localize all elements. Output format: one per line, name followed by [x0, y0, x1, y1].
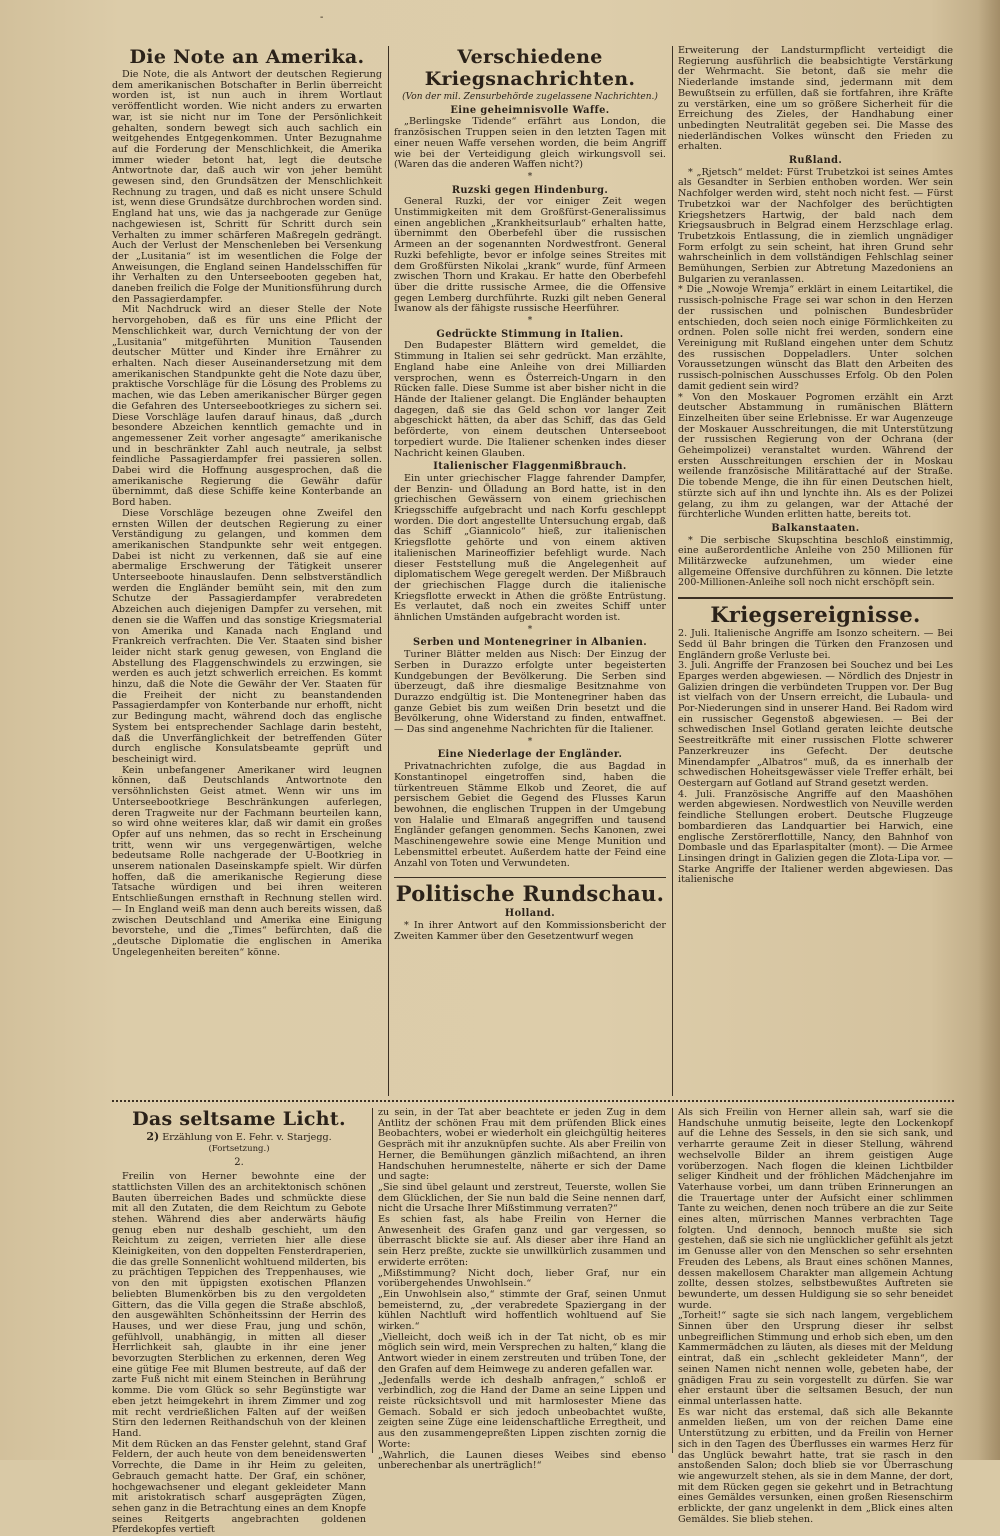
section-text: * Die serbische Skupschtina beschloß einstimmig, eine außerordentliche Anleihe von 250 Millionen für Militärzwecke aufzunehmen, um wieder eine allgemeine Offensive durchführen zu können. Die letzte 200-Millionen-Anleihe soll noch nicht erschöpft sein. — [678, 534, 953, 589]
section-heading: Italienischer Flaggenmißbrauch. — [433, 461, 627, 473]
section-text: Privatnachrichten zufolge, die aus Bagdad in Konstantinopel eingetroffen sind, haben die türkentreuen Stämme Elkob und Zeoret, die auf persischem Gebiet die Gegend des Flusses Karun bewohnen, die englischen Truppen in der Umgebung von Halalie und Elmaraß angegriffen und tausend Engländer gefangen genommen. Sechs Kanonen, zwei Maschinengewehre sowie eine Menge Munition und Lebensmittel erbeutet. Außerdem hatte der Feind eine Anzahl von Toten und Verwundeten. — [394, 761, 666, 869]
feuilleton-title: Das seltsame Licht. — [132, 1108, 346, 1130]
feuilleton-byline — [112, 1132, 366, 1144]
top-mark: - — [320, 12, 324, 23]
separator-star: * — [527, 316, 533, 327]
kriegsereignisse-title: Kriegsereignisse. — [678, 597, 953, 627]
feuilleton-text: zu sein, in der Tat aber beachtete er jeden Zug in dem Antlitz der schönen Frau mit dem prüfenden Blick eines Beobachters, wobei er wiederholt ein gleichgültig heiteres Gespräch mit ihr anzuknüpfen suchte. Als aber Freilin von Herner, die Bemühungen gänzlich mißachtend, an ihren Handschuhen herumnestelte, näherte er sich der Dame und sagte: „Sie sind übel gelaunt und zerstreut, Teuerste, wollen Sie dem Glücklichen, der Sie nun bald die Seine nennen darf, nicht die Ursache Ihrer Mißstimmung verraten?“ Es schien fast, als habe Freilin von Herner die Anwesenheit des Grafen ganz und gar vergessen, so überrascht blickte sie auf. Als dieser aber ihre Hand an sein Herz preßte, zuckte sie unwillkürlich zusammen und erwiderte erröten: „Mißstimmung? Nicht doch, lieber Graf, nur ein vorübergehendes Unwohlsein.“ „Ein Unwohlsein also,“ stimmte der Graf, seinen Unmut bemeisternd, zu, „der verabredete Spaziergang in der kühlen Nachtluft wird hoffentlich wohltuend auf Sie wirken.“ „Vielleicht, doch weiß ich in der Tat nicht, ob es mir möglich sein wird, mein Versprechen zu halten,“ klang die Antwort wieder in einem zerstreuten und trüben Tone, der den Grafen auf dem Heimwege zu anderen gefallen war. „Jedenfalls werde ich deshalb anfragen,“ schloß er verbindlich, zog die Hand der Dame an seine Lippen und reiste rücksichtsvoll und mit harmlosester Miene das Gemach. Sobald er sich jedoch unbeobachtet wußte, zeigten seine Züge eine leidenschaftliche Erregtheit, und aus den zusammengepreßten Lippen zischten zornig die Worte: „Wahrlich, die Launen dieses Weibes sind ebenso unberechenbar als unerträglich!“ — [378, 1107, 666, 1472]
feuilleton-column-3 — [678, 1107, 953, 1525]
article-kriegsnachrichten — [394, 46, 666, 1096]
feuilleton-column-2 — [378, 1107, 666, 1472]
article-note-an-amerika — [112, 46, 382, 1096]
continued-note: (Fortsetzung.) — [208, 1143, 270, 1154]
rundschau-title: Politische Rundschau. — [394, 877, 666, 906]
section-heading: Serben und Montenegriner in Albanien. — [412, 637, 648, 649]
column-rule — [372, 1108, 373, 1453]
section-heading: Eine Niederlage der Engländer. — [437, 749, 623, 761]
column-rule — [672, 46, 673, 1096]
feuilleton-separator — [112, 1100, 954, 1102]
section-text: Den Budapester Blättern wird gemeldet, die Stimmung in Italien sei sehr gedrückt. Man erzählte, England habe eine Anleihe von drei Milliarden versprochen, wenn es Österreich-Ungarn in den Rücken falle. Diese Summe ist aber bisher nicht in die Hände der Italiener gelangt. Die Engländer behaupten dagegen, daß sie das Geld schon vor langer Zeit abgeschickt hätten, da aber das Schiff, das das Geld beförderte, von einem deutschen Unterseeboot torpediert wurde. Die Italiener schenken indes dieser Nachricht keinen Glauben. — [394, 340, 666, 459]
rundschau-text: * In ihrer Antwort auf den Kommissionsbericht der Zweiten Kammer über den Gesetzentwurf wegen — [394, 919, 666, 942]
page-fold-shadow — [978, 0, 1000, 1460]
section-heading: Balkanstaaten. — [771, 522, 860, 534]
section-text: General Ruzki, der vor einiger Zeit wegen Unstimmigkeiten mit dem Großfürst-Generalissimus einen angeblichen „Krankheitsurlaub“ erhalten hatte, übernimmt den Oberbefehl über die russischen Armeen an der sogenannten Nordwestfront. General Ruzki befehligte, bevor er infolge seines Streites mit dem Großfürsten Nikolai „krank“ wurde, fünf Armeen zwischen Thorn und Krakau. Er hatte den Oberbefehl über die dritte russische Armee, die die Offensive gegen Lemberg durchführte. Ruzki gilt neben General Iwanow als der fähigste russische Heerführer. — [394, 196, 666, 315]
article-paragraph: Die Note, die als Antwort der deutschen Regierung dem amerikanischen Botschafter in Berlin überreicht worden ist, ist nun auch in ihrem Wortlaut veröffentlicht worden. Wie nicht anders zu erwarten war, ist sie nicht nur im Tone der Persönlichkeit gehalten, sondern bewegt sich auch sachlich ein weitgehendes Entgegenkommen. Unter Bezugnahme auf die Forderung der Menschlichkeit, die Amerika immer wieder betont hat, legt die deutsche Antwortnote dar, daß auch wir von jeher bemüht gewesen sind, den Grundsätzen der Menschlichkeit Rechnung zu tragen, und daß es nicht unsere Schuld ist, wenn diese Grundsätze durchbrochen worden sind. England hat uns, wie das ja nachgerade zur Genüge nachgewiesen ist, Schritt für Schritt durch sein Verhalten zu immer schärferen Maßregeln gedrängt. Auch der Verlust der Menschenleben bei Versenkung der „Lusitania“ ist im wesentlichen die Folge der Anweisungen, die England seinen Handelsschiffen für ihr Verhalten zu den Unterseebooten gegeben hat, daneben freilich die Folge der Munitionsführung durch den Passagierdampfer. — [112, 69, 382, 305]
separator-star: * — [527, 624, 533, 635]
kriegs-item: 4. Juli. Französische Angriffe auf den Maashöhen werden abgewiesen. Nordwestlich von Neuville werden feindliche Stellungen erobert. Deutsche Flugzeuge bombardieren das Landquartier bei Harwich, eine englische Zerstörerflottille, Nancy, den Bahnhof von Dombasle und das Eparlaspitalter (mont). — Die Armee Linsingen dringt in Galizien gegen die Zlota-Lipa vor. — Starke Angriffe der Italiener werden abgewiesen. Das italienische — [678, 788, 953, 886]
article-paragraph: Erweiterung der Landsturmpflicht verteidigt die Regierung ausführlich die beabsichtigte Verstärkung der Wehrmacht. Sie betont, daß sie mehr die Niederlande imstande sind, jedermann mit dem Bewußtsein zu erfüllen, daß sie fortfahren, ihre Kräfte zu verstärken, eine um so größere Sicherheit für die Erreichung des Zieles, der Handhabung einer unbedingten Neutralität gegeben sei. Die Masse des niederländischen Volkes wünscht den Frieden zu erhalten. — [678, 45, 953, 153]
column-rule — [672, 1108, 673, 1453]
feuilleton-text: Als sich Freilin von Herner allein sah, warf sie die Handschuhe unmutig beiseite, legte den Lockenkopf auf die Lehne des Sessels, in den sie sich sank, und verharrte geraume Zeit in dieser Stellung, während wechselvolle Bilder an ihrem geistigen Auge vorüberzogen. Nach flogen die kleinen Lichtbilder seliger Kindheit und der fröhlichen Mädchenjahre im Vaterhause vorbei, um dann trüben Erinnerungen an die Trauertage unter der Aufsicht einer schlimmen Tante zu weichen, denen noch trübere an die zur Seite eines alten, mürrischen Mannes verbrachten Tage folgten. Und dennoch, bennoch mußte sie sich gestehen, daß sie sich nie unglücklicher gefühlt als jetzt im Genusse aller von den Menschen so sehr ersehnten Freuden des Lebens, als Braut eines schönen Mannes, dessen makellosem Charakter man allgemein Achtung zollte, dessen stolzes, selbstbewußtes Auftreten sie bewunderte, um dessen Huldigung sie so sehr beneidet wurde. „Torheit!“ sagte sie sich nach langem, vergeblichem Sinnen über den Ursprung dieser ihr selbst unbegreiflichen Stimmung und erhob sich eben, um den Kammermädchen zu läuten, als dieses mit der Meldung eintrat, daß ein „schlecht gekleideter Mann“, der seinen Namen nicht nennen wolle, gebeten habe, der gnädigen Frau zu sein vorgestellt zu dürfen. Sie war eher erstaunt über die seltsamen Besuch, der nun einmal unterlassen hatte. Es war nicht das erstemal, daß sich alle Bekannte anmelden ließen, um von der reichen Dame eine Unterstützung zu erbitten, und da Freilin von Herner sich in den Tagen des Überflusses ein warmes Herz für das Unglück bewahrt hatte, trat sie rasch in den anstoßenden Salon; doch blieb sie vor Überraschung wie angewurzelt stehen, als sie in dem Manne, der dort, mit dem Rücken gegen sie gekehrt und in Betrachtung eines Gemäldes versunken, einen großen Riesenschirm erblickte, der ganz ungelenkt in dem „Blick eines alten Gemäldes. Sie blieb stehen. — [678, 1107, 953, 1525]
article-rundschau-continued — [678, 46, 953, 1096]
article-paragraph: Diese Vorschläge bezeugen ohne Zweifel den ernsten Willen der deutschen Regierung zu einer Verständigung zu gelangen, und kommen dem amerikanischen Standpunkte sehr weit entgegen. Dabei ist nicht zu verkennen, daß sie auf eine abermalige Erschwerung der Tätigkeit unserer Unterseeboote hinauslaufen. Denn selbstverständlich werden die Engländer bemüht sein, mit den zum Schutze der Passagierdampfer verabredeten Abzeichen auch diejenigen Dampfer zu versehen, mit denen sie die Waffen und das sonstige Kriegsmaterial von Amerika und Kanada nach England und Frankreich verfrachten. Die Ver. Staaten sind bisher leider nicht stark genug gewesen, von England die Abstellung des Flaggenschwindels zu erzwingen, sie werden es auch jetzt schwerlich erreichen. Es kommt hinzu, daß die Note die Gewähr der Ver. Staaten für die Freiheit der nicht zu beanstandenden Passagierdampfer von Konterbande nur erhofft, nicht zur Bedingung macht, während doch das englische System bei entsprechender Sachlage darin besteht, daß die Unverfänglichkeit der betreffenden Güter durch englische Konsulatsbeamte geprüft und bescheinigt wird. — [112, 507, 382, 765]
separator-star: * — [527, 171, 533, 182]
article-title: Die Note an Amerika. — [129, 46, 365, 68]
article-paragraph: Mit Nachdruck wird an dieser Stelle der Note hervorgehoben, daß es für uns eine Pflicht der Menschlichkeit war, durch Vernichtung der von der „Lusitania“ mitgeführten Munition Tausenden deutscher Mütter und Kinder ihre Ernährer zu erhalten. Nach dieser Auseinandersetzung mit dem amerikanischen Standpunkte geht die Note dazu über, praktische Vorschläge für die Lösung des Problems zu machen, wie das Leben amerikanischer Bürger gegen die Gefahren des Unterseebootkrieges zu sichern sei. Diese Vorschläge laufen darauf hinaus, daß „durch besondere Abzeichen kenntlich gemachte und in angemessener Zeit vorher angesagte“ amerikanische und in beschränkter Zahl auch neutrale, ja selbst feindliche Passagierdampfer frei passieren sollen. Dabei wird die Hoffnung ausgesprochen, daß die amerikanische Regierung die Gewähr dafür übernimmt, daß diese Schiffe keine Konterbande an Bord haben. — [112, 304, 382, 509]
article-paragraph: Kein unbefangener Amerikaner wird leugnen können, daß Deutschlands Antwortnote den versöhnlichsten Geist atmet. Wenn wir uns im Unterseebootkriege Beschränkungen auferlegen, deren Tragweite nur der Fachmann beurteilen kann, so wird ohne weiteres klar, daß wir damit ein großes Opfer auf uns nehmen, das so recht in Erscheinung tritt, wenn wir uns vergegenwärtigen, welche bedeutsame Rolle nachgerade der U-Bootkrieg in unserem nationalen Daseinskampfe spielt. Wir dürfen hoffen, daß die amerikanische Regierung diese Tatsache würdigen und bei ihren weiteren Entschließungen ernsthaft in Rechnung stellen wird. — In England weiß man denn auch bereits wissen, daß zwischen Deutschland und Amerika eine Einigung bevorstehe, und die „Times“ befürchten, daß die „deutsche Diplomatie die englischen in Amerika Ungelegenheiten bereiten“ könne. — [112, 764, 382, 958]
chapter-number: 2. — [234, 1157, 244, 1169]
byline-text: Erzählung von E. Fehr. v. Starjegg. — [162, 1132, 332, 1143]
section-heading: Ruzski gegen Hindenburg. — [451, 184, 609, 196]
feuilleton-text: Freilin von Herner bewohnte eine der stattlichsten Villen des an architektonisch schönen Bauten überreichen Bades und schmückte diese mit all den Zutaten, die dem Reichtum zu Gebote stehen. Während dies aber anderwärts häufig genug eben nur deshalb geschieht, um den Reichtum zu zeigen, verrieten hier alle diese Kleinigkeiten, von den doppelten Fensterdraperien, die das grelle Sonnenlicht wohltuend milderten, bis zu prächtigen Teppichen des Treppenhauses, wie von den mit üppigsten exotischen Pflanzen beliebten Blumenkörben bis zu den vergoldeten Gittern, das die Villa gegen die Straße abschloß, den ausgewählten Schönheitssinn der Herrin des Hauses, und wer diese Frau, jung und schön, gefühlvoll, unabhängig, in mitten all dieser Herrlichkeit sah, glaubte in ihr eine jener bevorzugten Sterblichen zu erkennen, deren Weg eine gütige Fee mit Blumen bestreute, auf daß der zarte Fuß nicht mit einem Steinchen in Berührung komme. Die vom Glück so sehr Begünstigte war eben jetzt heimgekehrt in ihrem Zimmer und zog mit recht verdrießlichen Falten auf der weißen Stirn den ledernen Reithandschuh von der kleinen Hand. Mit dem Rücken an das Fenster gelehnt, stand Graf Feldern, der auch heute von dem beneidenswerten Vorrechte, die Dame in ihr Heim zu geleiten, Gebrauch gemacht hatte. Der Graf, ein schöner, hochgewachsener und elegant gekleideter Mann mit aristokratisch scharf ausgeprägten Zügen, sehen ganz in die Betrachtung eines an dem Knopfe seines Reitgerts angebrachten goldenen Pferdekopfes vertieft — [112, 1171, 366, 1536]
rundschau-subheading: Holland. — [504, 908, 556, 920]
separator-star: * — [527, 736, 533, 747]
column-rule — [388, 46, 389, 1096]
kriegs-item: 3. Juli. Angriffe der Franzosen bei Souchez und bei Les Eparges werden abgewiesen. — Nördlich des Dnjestr in Galizien dringen die verbündeten Truppen vor. Der Bug ist vielfach von der Unsern erreicht, die Lubaula- und Por-Niederungen sind in unserer Hand. Bei Radom wird ein russischer Gegenstoß abgewiesen. — Bei der schwedischen Insel Gotland geraten leichte deutsche Seestreitkräfte mit einer russischen Flotte schwerer Panzerkreuzer ins Gefecht. Der deutsche Minendampfer „Albatros“ muß, da es innerhalb der schwedischen Hoheitsgewässer viele Treffer erhält, bei Oestergarn auf Gotland auf Strand gesetzt werden. — [678, 660, 953, 789]
article-title: Verschiedene Kriegsnachrichten. — [424, 46, 636, 90]
section-text: „Berlingske Tidende“ erfährt aus London, die französischen Truppen seien in den letzten Tagen mit einer neuen Waffe versehen worden, die beim Angriff wie bei der Verteidigung gleich wirkungsvoll sei. (Waren das die anderen Waffen nicht?) — [394, 116, 666, 171]
feuilleton-column-1 — [112, 1108, 366, 1536]
section-text: Ein unter griechischer Flagge fahrender Dampfer, der Benzin- und Ölladung an Bord hatte, ist in den griechischen Gewässern von einem griechischen Kriegsschiffe aufgebracht und nach Korfu geschleppt worden. Die dort angestellte Untersuchung ergab, daß das Schiff „Giannicolo“ hieß, zur italienischen Kriegsflotte gehörte und von einem aktiven italienischen Marineoffizier befehligt wurde. Nach dieser Feststellung muß die Angelegenheit auf diplomatischem Wege geregelt werden. Der Mißbrauch der griechischen Flagge durch die italienische Kriegsflotte erweckt in Athen die größte Entrüstung. Es verlautet, daß noch ein zweites Schiff unter ähnlichen Umständen aufgebracht worden ist. — [394, 472, 666, 624]
kriegs-item: 2. Juli. Italienische Angriffe am Isonzo scheitern. — Bei Sedd ül Bahr bringen die Türken den Franzosen und Engländern große Verluste bei. — [678, 628, 953, 661]
serial-number: 2) — [146, 1130, 160, 1143]
article-subtitle: (Von der mil. Zensurbehörde zugelassene Nachrichten.) — [402, 92, 658, 102]
section-heading: Rußland. — [788, 155, 843, 167]
section-text: Turiner Blätter melden aus Nisch: Der Einzug der Serben in Durazzo erfolgte unter begeisterten Kundgebungen der Bevölkerung. Die Serben sind überzeugt, daß ihre diesmalige Besitznahme von Durazzo endgültig ist. Die Montenegriner haben das ganze Gebiet bis zum weißen Drin besetzt und die Bevölkerung, ohne Widerstand zu finden, entwaffnet. — Das sind angenehme Nachrichten für die Italiener. — [394, 649, 666, 736]
section-heading: Eine geheimnisvolle Waffe. — [450, 104, 610, 116]
section-heading: Gedrückte Stimmung in Italien. — [436, 328, 624, 340]
section-text: * „Rjetsch“ meldet: Fürst Trubetzkoi ist seines Amtes als Gesandter in Serbien enthoben worden. Wer sein Nachfolger werden wird, steht noch nicht fest. — Fürst Trubetzkoi war der Nachfolger des berüchtigten Kriegshetzers Hartwig, der bald nach dem Kriegsausbruch in Belgrad einem Herzschlage erlag. Trubetzkois Entlassung, die in ziemlich ungnädiger Form erfolgt zu sein scheint, hat ihren Grund sehr wahrscheinlich in dem vollständigen Fehlschlag seiner Bemühungen, Serbien zur Abtretung Mazedoniens an Bulgarien zu veranlassen. * Die „Nowoje Wremja“ erklärt in einem Leitartikel, die russisch-polnische Frage sei war schon in den Herzen der russischen und polnischen Bundesbrüder entschieden, doch seien noch einige Förmlichkeiten zu ordnen. Polen solle nicht frei werden, sondern eine Vereinigung mit Rußland eingehen unter dem Schutz des russischen Doppeladlers. Unter solchen Voraussetzungen wünscht das Blatt den Arbeiten des russisch-polnischen Ausschusses Erfolg. Ob den Polen damit gedient sein wird? * Von den Moskauer Pogromen erzählt ein Arzt deutscher Abstammung in rumänischen Blättern Einzelheiten über seine Erlebnisse. Er war Augenzeuge der Moskauer Ausschreitungen, die mit Unterstützung der russischen Regierung von der Ochrana (der Geheimpolizei) veranstaltet wurden. Während der ersten Ausschreitungen erschien der in Moskau weilende französische Militärattaché auf der Straße. Die tobende Menge, die ihn für einen Deutschen hielt, stürzte sich auf ihn und lynchte ihn. Als es der Polizei gelang, zu ihm zu gelangen, war der Attaché der fürchterliche Wunden erlitten hatte, bereits tot. — [678, 166, 953, 521]
